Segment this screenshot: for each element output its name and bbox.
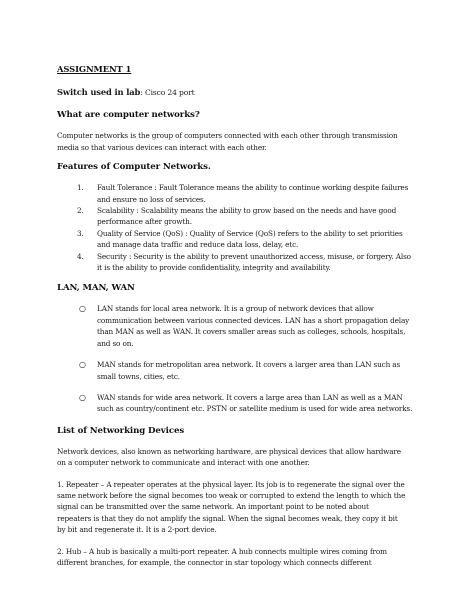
paragraph-hub: [57, 546, 422, 569]
heading-networking-devices: List of Networking Devices: [57, 425, 185, 436]
text-line: Scalability : Scalability means the ability to grow based on the needs and have good: [97, 206, 397, 216]
text-line: LAN stands for local area network. It is a group of network devices that allow: [97, 304, 374, 314]
paragraph-repeater: [57, 479, 422, 536]
switch-value: : Cisco 24 port: [140, 88, 195, 97]
text-line: signal can be transmitted over the same network. An important point to be noted about: [57, 502, 369, 512]
text-line: media so that various devices can interact with each other.: [57, 142, 267, 152]
text-line: such as country/continent etc. PSTN or satellite medium is used for wide area networks.: [97, 404, 413, 414]
document-body: [57, 64, 422, 568]
text-line: and manage data traffic and reduce data loss, delay, etc.: [97, 240, 299, 250]
text-line: different branches, for example, the connector in star topology which connects different: [57, 557, 372, 567]
feature-item: [71, 182, 422, 205]
switch-label: Switch used in lab: [57, 87, 141, 97]
text-line: 1. Repeater – A repeater operates at the physical layer. Its job is to regenerate the signal over the: [57, 479, 405, 489]
text-line: repeaters is that they do not amplify the signal. When the signal becomes weak, they copy it bit: [57, 513, 398, 523]
heading-lan-man-wan: LAN, MAN, WAN: [57, 283, 135, 294]
features-list: [57, 182, 422, 273]
circle-bullet-icon: ○: [79, 360, 86, 370]
text-line: on a computer network to communicate and interact with one another.: [57, 458, 310, 468]
paragraph-network-devices-intro: [57, 446, 422, 469]
text-line: performance after growth.: [97, 217, 192, 227]
text-line: same network before the signal becomes too weak or corrupted to extend the length to which the: [57, 490, 406, 500]
text-line: Network devices, also known as networking hardware, are physical devices that allow hardware: [57, 446, 401, 456]
text-line: MAN stands for metropolitan area network. It covers a larger area than LAN such as: [97, 360, 401, 370]
network-type-item: [71, 392, 422, 415]
heading-features: Features of Computer Networks.: [57, 162, 211, 173]
text-line: communication between various connected devices. LAN has a short propagation delay: [97, 315, 410, 325]
text-line: Security : Security is the ability to prevent unauthorized access, misuse, or forgery. Also: [97, 251, 411, 261]
text-line: 2. Hub – A hub is basically a multi-port repeater. A hub connects multiple wires coming from: [57, 546, 387, 556]
network-types-list: [57, 303, 422, 414]
list-number: 4.: [77, 251, 84, 261]
assignment-title: ASSIGNMENT 1: [57, 64, 132, 74]
text-line: and ensure no loss of services.: [97, 194, 206, 204]
list-number: 1.: [77, 183, 84, 193]
feature-item: [71, 205, 422, 228]
text-line: small towns, cities, etc.: [97, 371, 180, 381]
text-line: Computer networks is the group of computers connected with each other through transmission: [57, 131, 398, 141]
list-number: 2.: [77, 206, 84, 216]
list-number: 3.: [77, 228, 84, 238]
text-line: Fault Tolerance : Fault Tolerance means the ability to continue working despite failures: [97, 183, 409, 193]
text-line: than MAN as well as WAN. It covers smaller areas such as colleges, schools, hospitals,: [97, 327, 406, 337]
text-line: by bit and regenerate it. It is a 2-port device.: [57, 525, 217, 535]
circle-bullet-icon: ○: [79, 304, 86, 314]
feature-item: [71, 251, 422, 274]
text-line: it is the ability to provide confidentiality, integrity and availability.: [97, 263, 331, 273]
switch-line: [57, 87, 422, 98]
circle-bullet-icon: ○: [79, 392, 86, 402]
feature-item: [71, 228, 422, 251]
text-line: Quality of Service (QoS) : Quality of Service (QoS) refers to the ability to set priorities: [97, 228, 403, 238]
text-line: WAN stands for wide area network. It covers a large area than LAN as well as a MAN: [97, 392, 403, 402]
network-type-item: [71, 303, 422, 349]
network-type-item: [71, 359, 422, 382]
paragraph-computer-networks: [57, 130, 422, 153]
heading-computer-networks: What are computer networks?: [57, 110, 200, 121]
text-line: and so on.: [97, 338, 134, 348]
